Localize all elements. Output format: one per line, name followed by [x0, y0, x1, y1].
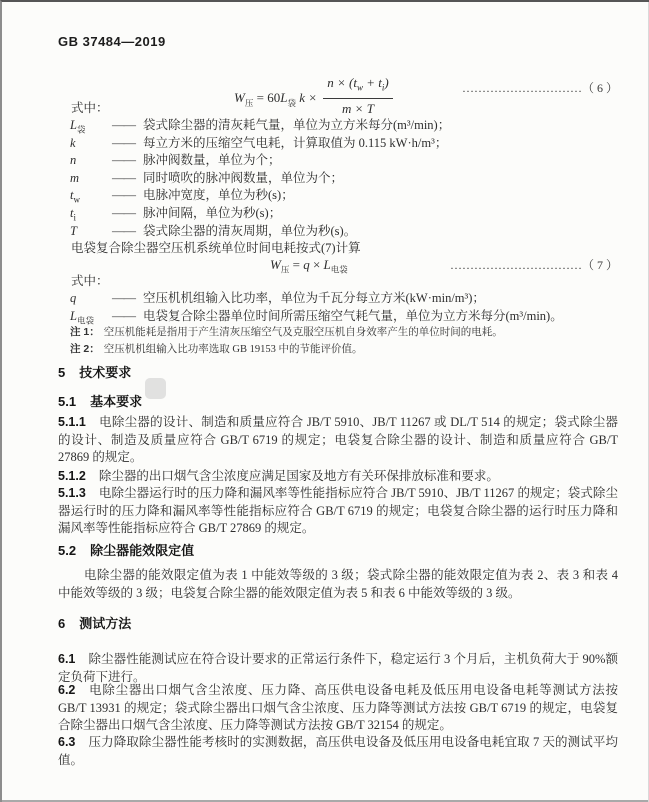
symbol: k [70, 135, 76, 150]
definition-text: 电脉冲宽度，单位为秒(s)； [143, 188, 294, 203]
symbol: $t_i$ [70, 205, 76, 223]
symbol: n [70, 153, 77, 168]
dash: —— [112, 135, 135, 150]
clause-5-1-1: 5.1.1 电除尘器的设计、制造和质量应符合 JB/T 5910、JB/T 11267 或 DL/T 514 的规定；袋式除尘器的设计、制造及质量应符合 GB/T 6719 的规定；电袋复合除尘器的设计、制造和质量应符合 GB/T 27869 的规定。 [58, 415, 618, 465]
fraction: $\frac{n \times (t_w + t_i)}{m \times T}$ [323, 74, 392, 118]
clause-6-2: 6.2 电除尘器出口烟气含尘浓度、压力降、高压供电设备电耗及低压用电设备电耗等测试方法按 GB/T 13931 的规定；袋式除尘器出口烟气含尘浓度、压力降等测试方法按 GB/T 6719 的规定，电袋复合除尘器出口烟气含尘浓度、压力降等测试方法按 GB/T 32154 的规定。 [58, 683, 618, 733]
definition-text: 同时喷吹的脉冲阀数量，单位为个； [143, 170, 344, 185]
symbol: T [70, 223, 77, 238]
definition-row [70, 152, 618, 170]
definition-text: 袋式除尘器的清灰周期，单位为秒(s)。 [143, 223, 357, 238]
definition-row [70, 117, 618, 135]
definition-row [70, 187, 618, 205]
note-label: 注 1： [70, 326, 100, 338]
note-text: 空压机能耗是指用于产生清灰压缩空气及克服空压机自身效率产生的单位时间的电耗。 [103, 327, 503, 338]
paragraph-5-2: 电除尘器的能效限定值为表 1 中能效等级的 3 级；袋式除尘器的能效限定值为表 2、表 3 和表 4 中能效等级的 3 级；电袋复合除尘器的能效限定值为表 5 和表 6 中能效等级的 3 级。 [58, 568, 618, 600]
section-heading-5-2: 5.2 除尘器能效限定值 [58, 543, 195, 558]
definition-row [70, 308, 618, 326]
symbol: q [70, 291, 77, 305]
section-heading-5: 5 技术要求 [58, 365, 132, 380]
definition-row [70, 290, 618, 308]
section-heading-6: 6 测试方法 [58, 616, 132, 631]
definition-row [70, 170, 618, 188]
formula-7-number: ……………………………（ 7 ） [449, 258, 618, 272]
dash: —— [112, 205, 135, 220]
note-1 [70, 324, 618, 341]
formula-7-lead: 电袋复合除尘器空压机系统单位时间电耗按式(7)计算 [71, 241, 361, 255]
section-heading-5-1: 5.1 基本要求 [58, 394, 143, 409]
notes-block [58, 324, 618, 358]
dash: —— [112, 308, 135, 323]
formula-6-expression: $W_压 = 60L_袋$ k × $\frac{n \times (t_w + t_i)}{m \times T}$ [234, 74, 396, 118]
clause-6-1: 6.1 除尘器性能测试应在符合设计要求的正常运行条件下，稳定运行 3 个月后，主机负荷大于 90%额定负荷下进行。 [58, 652, 618, 684]
dash: —— [112, 188, 135, 203]
definition-text: 脉冲阀数量，单位为个； [143, 153, 281, 168]
dash: —— [112, 153, 135, 168]
dash: —— [112, 118, 135, 132]
symbol: $L_{电袋}$ [70, 308, 94, 326]
definition-row [70, 135, 618, 153]
definition-row [70, 205, 618, 223]
formula-6-number: …………………………（ 6 ） [461, 81, 618, 95]
standard-number-header: GB 37484—2019 [58, 34, 166, 49]
symbol: m [70, 170, 80, 185]
note-text: 空压机机组输入比功率选取 GB 19153 中的节能评价值。 [103, 344, 363, 355]
definition-text: 电袋复合除尘器单位时间所需压缩空气耗气量，单位为立方米每分(m³/min)。 [143, 308, 563, 323]
where-label: 式中： [71, 101, 109, 115]
note-2 [70, 341, 618, 358]
symbol-definitions-6 [58, 117, 618, 240]
definition-row [70, 223, 618, 241]
definition-text: 袋式除尘器的清灰耗气量，单位为立方米每分(m³/min)； [143, 118, 451, 132]
dash: —— [112, 291, 135, 305]
note-label: 注 2： [70, 343, 100, 355]
clause-6-3: 6.3 压力降取除尘器性能考核时的实测数据，高压供电设备及低压用电设备电耗宜取 7 天的测试平均值。 [58, 735, 618, 767]
where-label: 式中： [71, 274, 109, 288]
formula-7-expression: $W_压 = q \times L_{电袋}$ [270, 257, 348, 275]
definition-text: 每立方米的压缩空气电耗，计算取值为 0.115 kW·h/m³； [143, 135, 448, 150]
symbol-definitions-7 [58, 290, 618, 325]
definition-text: 脉冲间隔，单位为秒(s)； [143, 205, 282, 220]
dash: —— [112, 170, 135, 185]
clause-5-1-3: 5.1.3 电除尘器运行时的压力降和漏风率等性能指标应符合 JB/T 5910、JB/T 11267 的规定；袋式除尘器运行时的压力降和漏风率等性能指标应符合 GB/T 6719 的规定；电袋复合除尘器的运行时压力降和漏风率等性能指标应符合 GB/T 27869 的规定。 [58, 486, 618, 536]
symbol: $L_袋$ [70, 118, 86, 135]
dash: —— [112, 223, 135, 238]
definition-text: 空压机机组输入比功率，单位为千瓦分每立方米(kW·min/m³)； [143, 291, 485, 305]
symbol: $t_w$ [70, 188, 80, 205]
clause-5-1-2: 5.1.2 除尘器的出口烟气含尘浓度应满足国家及地方有关环保排放标准和要求。 [58, 469, 499, 483]
